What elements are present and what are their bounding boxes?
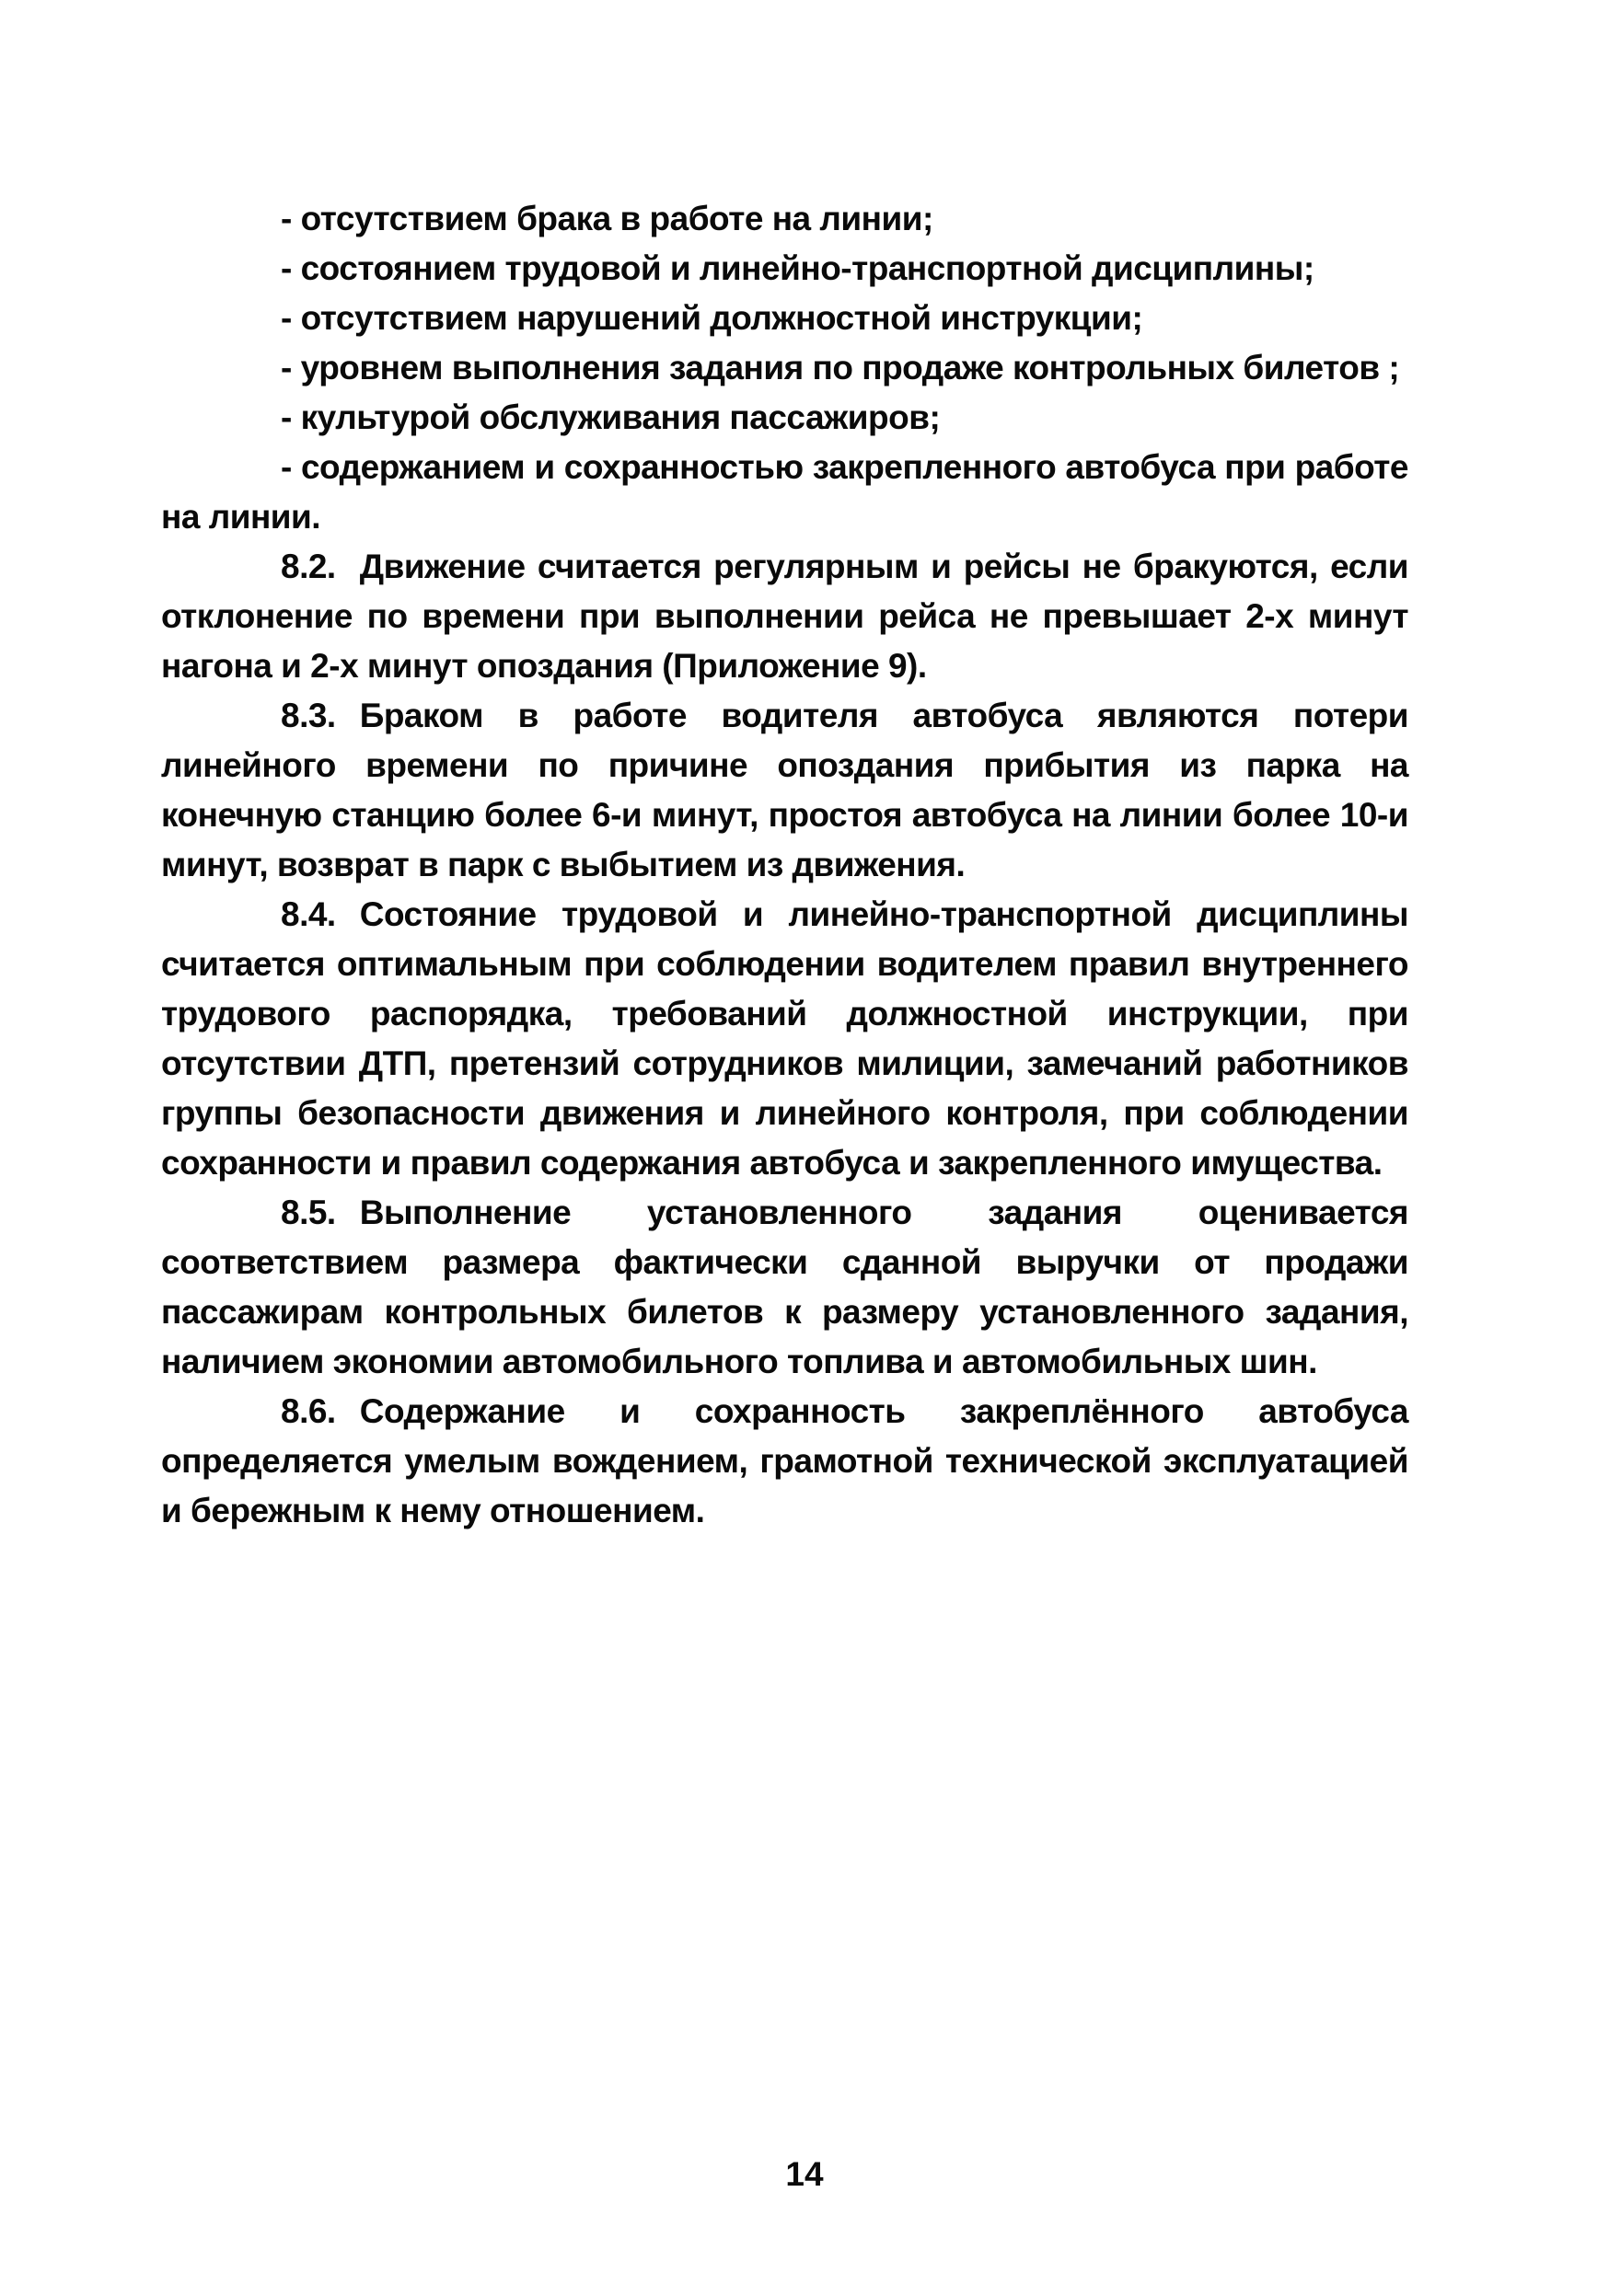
list-item: - отсутствием нарушений должностной инструкции; (281, 299, 1143, 337)
paragraph-text: Браком в работе водителя автобуса являются потери линейного времени по причине опоздания прибытия из парка на конечную станцию более 6-и минут, простоя автобуса на линии более 10-и минут, возврат в парк с выбытием из движения. (161, 697, 1408, 883)
criteria-list (161, 194, 1408, 542)
paragraph-number: 8.4. (281, 895, 336, 933)
paragraph-number: 8.2. (281, 548, 336, 585)
paragraph-text: Состояние трудовой и линейно-транспортной дисциплины считается оптимальным при соблюдении водителем правил внутреннего трудового распорядка, требований должностной инструкции, при отсутствии ДТП, претензий сотрудников милиции, замечаний работников группы безопасности движения и линейного контроля, при соблюдении сохранности и правил содержания автобуса и закрепленного имущества. (161, 895, 1408, 1182)
paragraph-8-5 (161, 1188, 1408, 1387)
paragraph-8-2 (161, 542, 1408, 691)
paragraph-text: Содержание и сохранность закреплённого автобуса определяется умелым вождением, грамотной технической эксплуатацией и бережным к нему отношением. (161, 1392, 1408, 1529)
list-item: - состоянием трудовой и линейно-транспортной дисциплины; (281, 249, 1314, 287)
paragraph-number: 8.6. (281, 1392, 336, 1430)
list-item: - содержанием и сохранностью закрепленного автобуса при работе на линии. (161, 448, 1408, 536)
document-body (161, 194, 1408, 1536)
paragraph-8-6 (161, 1387, 1408, 1536)
paragraph-text: Выполнение установленного задания оценивается соответствием размера фактически сданной выручки от продажи пассажирам контрольных билетов к размеру установленного задания, наличием экономии автомобильного топлива и автомобильных шин. (161, 1194, 1408, 1380)
list-item: - отсутствием брака в работе на линии; (281, 200, 933, 237)
paragraph-8-4 (161, 890, 1408, 1188)
paragraph-8-3 (161, 691, 1408, 890)
paragraph-number: 8.3. (281, 697, 336, 734)
paragraph-text: Движение считается регулярным и рейсы не бракуются, если отклонение по времени при выполнении рейса не превышает 2-х минут нагона и 2-х минут опоздания (Приложение 9). (161, 548, 1408, 685)
paragraph-number: 8.5. (281, 1194, 336, 1231)
list-item: - культурой обслуживания пассажиров; (281, 398, 941, 436)
page-number: 14 (785, 2155, 824, 2193)
list-item: - уровнем выполнения задания по продаже контрольных билетов ; (281, 349, 1400, 387)
